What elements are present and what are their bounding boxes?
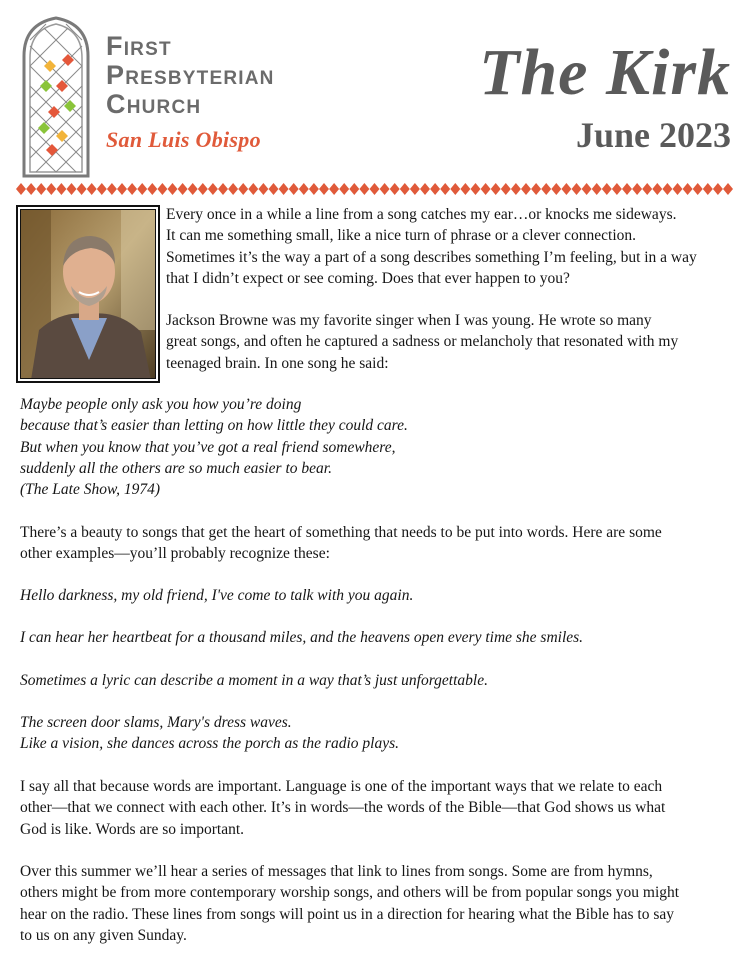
diamond-ornament: [77, 183, 87, 195]
diamond-ornament: [460, 183, 470, 195]
lyric-line: Hello darkness, my old friend, I've come to talk with you again.: [20, 587, 414, 604]
lyric-example-2: [20, 627, 583, 648]
diamond-ornament: [46, 183, 56, 195]
text-line: teenaged brain. In one song he said:: [166, 354, 389, 372]
diamond-ornament: [642, 183, 652, 195]
diamond-ornament: [521, 183, 531, 195]
diamond-ornament: [319, 183, 329, 195]
diamond-ornament: [238, 183, 248, 195]
diamond-ornament: [127, 183, 137, 195]
diamond-ornament: [390, 183, 400, 195]
diamond-divider: [16, 182, 734, 194]
diamond-ornament: [147, 183, 157, 195]
newsletter-title: The Kirk: [479, 36, 731, 109]
diamond-ornament: [198, 183, 208, 195]
diamond-ornament: [16, 183, 26, 195]
diamond-ornament: [137, 183, 147, 195]
beauty-paragraph: [20, 522, 662, 565]
church-city: San Luis Obispo: [106, 127, 261, 152]
diamond-ornament: [582, 183, 592, 195]
quote-line: because that’s easier than letting on how little they could care.: [20, 417, 408, 435]
diamond-ornament: [157, 183, 167, 195]
diamond-ornament: [612, 183, 622, 195]
lyric-example-1: [20, 585, 413, 606]
diamond-ornament: [440, 183, 450, 195]
diamond-ornament: [309, 183, 319, 195]
diamond-ornament: [228, 183, 238, 195]
diamond-ornament: [602, 183, 612, 195]
diamond-ornament: [662, 183, 672, 195]
diamond-ornament: [622, 183, 632, 195]
diamond-ornament: [339, 183, 349, 195]
church-logo-window: [18, 16, 94, 180]
diamond-ornament: [511, 183, 521, 195]
diamond-ornament: [67, 183, 77, 195]
diamond-ornament: [359, 183, 369, 195]
lyric-line: Like a vision, she dances across the porch as the radio plays.: [20, 735, 399, 753]
issue-date: June 2023: [575, 115, 731, 155]
pastor-photo: [16, 205, 160, 383]
text-line: great songs, and often he captured a sadness or melancholy that resonated with my: [166, 333, 679, 351]
diamond-ornament: [592, 183, 602, 195]
diamond-ornament: [380, 183, 390, 195]
intro-paragraph: [166, 204, 697, 289]
text-line: There’s a beauty to songs that get the heart of something that needs to be put into words. Here are some: [20, 524, 662, 541]
diamond-ornament: [430, 183, 440, 195]
diamond-ornament: [178, 183, 188, 195]
diamond-ornament: [299, 183, 309, 195]
quote-citation: (The Late Show, 1974): [20, 481, 161, 499]
diamond-ornament: [168, 183, 178, 195]
diamond-ornament: [491, 183, 501, 195]
diamond-ornament: [541, 183, 551, 195]
newsletter-masthead: [479, 36, 731, 155]
diamond-ornament: [87, 183, 97, 195]
diamond-ornament: [279, 183, 289, 195]
diamond-ornament: [673, 183, 683, 195]
diamond-ornament: [370, 183, 380, 195]
diamond-ornament: [208, 183, 218, 195]
diamond-ornament: [632, 183, 642, 195]
diamond-ornament: [481, 183, 491, 195]
diamond-ornament: [713, 183, 723, 195]
text-line: other—that we connect with each other. It’s in words—the words of the Bible—that God shows us what: [20, 799, 666, 817]
diamond-ornament: [107, 183, 117, 195]
diamond-ornament: [703, 183, 713, 195]
diamond-ornament: [329, 183, 339, 195]
jackson-browne-paragraph: [166, 310, 678, 374]
diamond-ornament: [26, 183, 36, 195]
text-line: others might be from more contemporary worship songs, and others will be from popular songs you might: [20, 884, 680, 902]
text-line: Every once in a while a line from a song catches my ear…or knocks me sideways.: [166, 206, 677, 223]
diamond-ornament: [117, 183, 127, 195]
quote-line: Maybe people only ask you how you’re doing: [20, 396, 302, 413]
text-line: that I didn’t expect or see coming. Does that ever happen to you?: [166, 269, 570, 287]
diamond-ornament: [269, 183, 279, 195]
summer-series-paragraph: [20, 861, 679, 946]
diamond-ornament: [400, 183, 410, 195]
text-line: hear on the radio. These lines from songs will point us in a direction for hearing what the Bible has to say: [20, 905, 675, 923]
diamond-ornament: [258, 183, 268, 195]
diamond-ornament: [561, 183, 571, 195]
quote-line: But when you know that you’ve got a real friend somewhere,: [20, 438, 396, 456]
lyric-line: The screen door slams, Mary's dress waves.: [20, 714, 292, 731]
diamond-ornament: [652, 183, 662, 195]
quote-line: suddenly all the others are so much easier to bear.: [20, 459, 332, 477]
song-quote: [20, 394, 408, 500]
church-name-line2: Presbyterian: [106, 60, 275, 90]
diamond-ornament: [450, 183, 460, 195]
diamond-ornament: [723, 183, 733, 195]
church-name-line1: First: [106, 31, 172, 61]
text-line: God is like. Words are so important.: [20, 820, 245, 838]
diamond-ornament: [188, 183, 198, 195]
diamond-ornament: [410, 183, 420, 195]
diamond-ornament: [97, 183, 107, 195]
diamond-ornament: [36, 183, 46, 195]
diamond-ornament: [420, 183, 430, 195]
text-line: to us on any given Sunday.: [20, 926, 187, 944]
text-line: other examples—you’ll probably recognize these:: [20, 545, 330, 563]
diamond-ornament: [56, 183, 66, 195]
diamond-ornament: [693, 183, 703, 195]
lyric-line: Sometimes a lyric can describe a moment in a way that’s just unforgettable.: [20, 672, 488, 689]
text-line: Jackson Browne was my favorite singer when I was young. He wrote so many: [166, 312, 652, 329]
diamond-ornament: [248, 183, 258, 195]
diamond-ornament: [572, 183, 582, 195]
diamond-ornament: [531, 183, 541, 195]
church-name-block: [106, 32, 275, 153]
diamond-ornament: [218, 183, 228, 195]
diamond-ornament: [501, 183, 511, 195]
text-line: Sometimes it’s the way a part of a song describes something I’m feeling, but in a way: [166, 248, 697, 266]
text-line: Over this summer we’ll hear a series of messages that link to lines from songs. Some are from hymns,: [20, 863, 653, 880]
lyric-line: I can hear her heartbeat for a thousand miles, and the heavens open every time she smiles.: [20, 629, 584, 646]
words-important-paragraph: [20, 776, 665, 840]
diamond-ornament: [471, 183, 481, 195]
lyric-example-3: [20, 670, 488, 691]
diamond-ornament: [683, 183, 693, 195]
text-line: I say all that because words are important. Language is one of the important ways that we relate to each: [20, 778, 663, 795]
diamond-ornament: [289, 183, 299, 195]
diamond-ornament: [349, 183, 359, 195]
church-name-line3: Church: [106, 89, 202, 119]
diamond-ornament: [551, 183, 561, 195]
lyric-example-4: [20, 712, 399, 755]
text-line: It can me something small, like a nice turn of phrase or a clever connection.: [166, 227, 636, 245]
